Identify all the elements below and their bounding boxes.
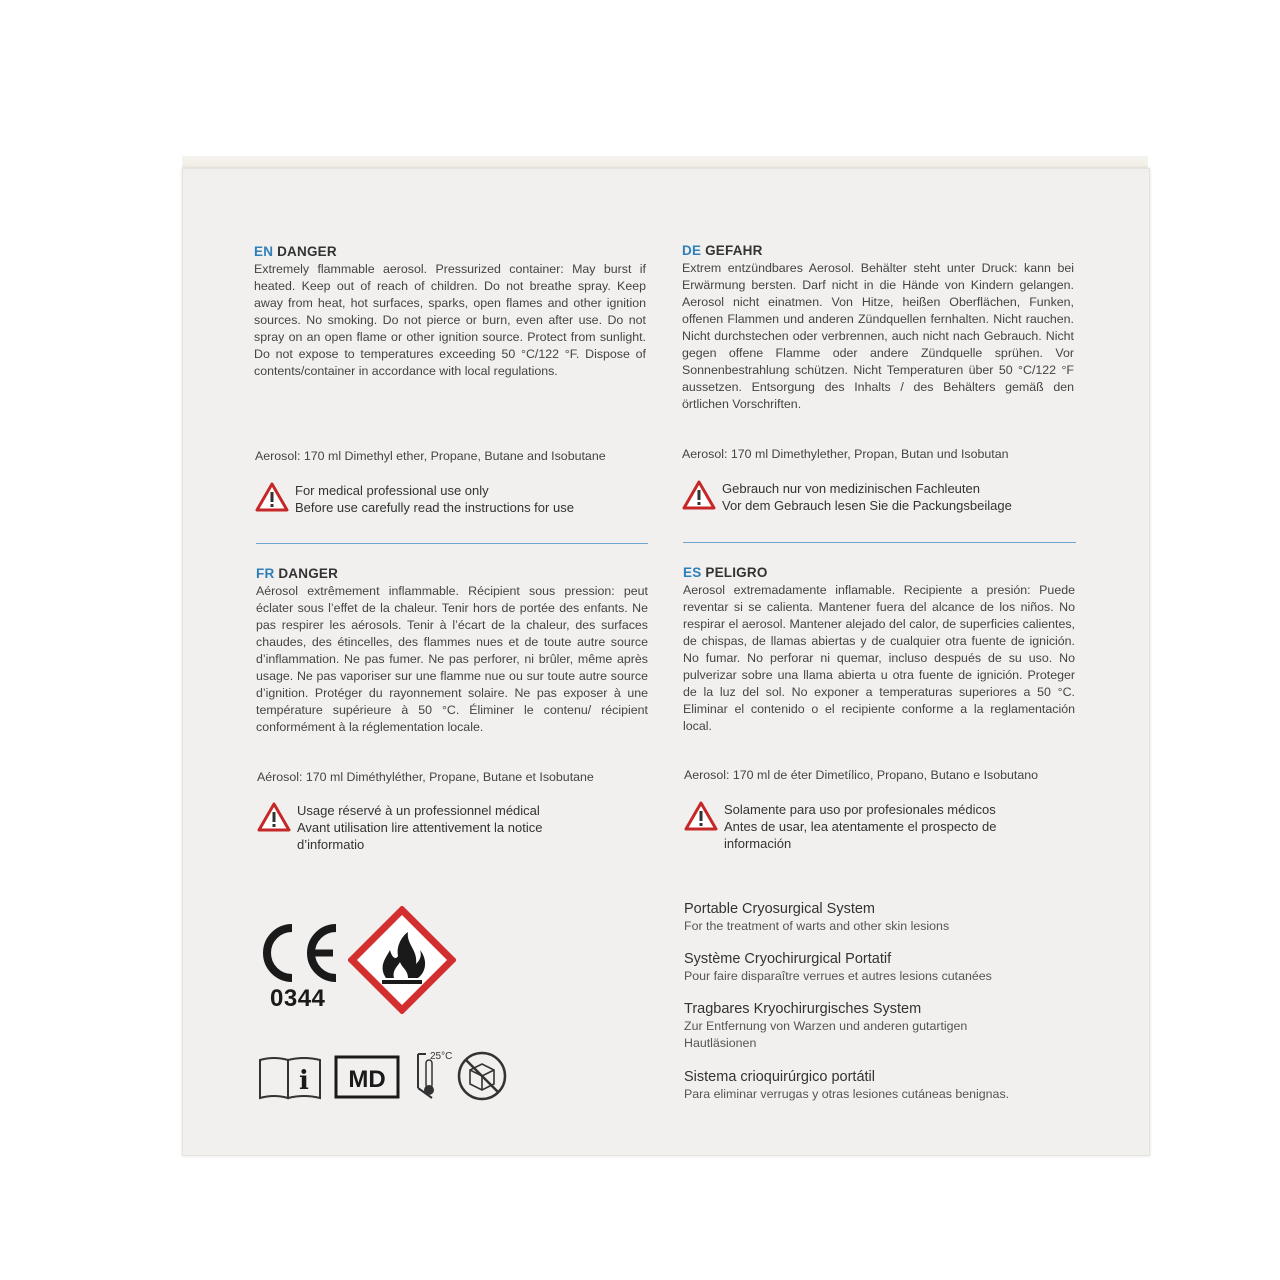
warning-line: d’informatio <box>297 837 365 852</box>
warning-line: Antes de usar, lea atentamente el prospecto de <box>724 819 997 834</box>
product-subtitle: Zur Entfernung von Warzen und anderen gutartigen <box>684 1019 968 1033</box>
section-en <box>254 244 646 380</box>
product-title: Système Cryochirurgical Portatif <box>684 951 892 967</box>
ce-mark-icon <box>256 922 342 984</box>
lang-code: ES <box>683 565 702 580</box>
warning-triangle-icon <box>684 801 718 831</box>
heading-text: DANGER <box>277 244 337 259</box>
warning-triangle-icon <box>682 480 716 510</box>
product-title: Tragbares Kryochirurgisches System <box>684 1001 922 1017</box>
notified-body-number: 0344 <box>270 985 326 1012</box>
warning-triangle-icon <box>255 482 289 512</box>
warning-line: Avant utilisation lire attentivement la notice <box>297 820 543 835</box>
warning-en <box>255 482 574 516</box>
lang-code: EN <box>254 244 274 259</box>
heading-text: GEFAHR <box>705 243 763 258</box>
warning-line: For medical professional use only <box>295 483 489 498</box>
section-en-body: Extremely flammable aerosol. Pressurized container: May burst if heated. Keep out of reach of children. Do not breathe spray. Keep away from heat, hot surfaces, sparks, open flames and other ignition sources. No smoking. Do not pierce or burn, even after use. Do not spray on an open flame or other ignition source. Protect from sunlight. Do not expose to temperatures exceeding 50 °C/122 °F. Dispose of contents/container in accordance with local regulations. <box>254 262 646 378</box>
section-de-body: Extrem entzündbares Aerosol. Behälter steht unter Druck: kann bei Erwärmung bersten. Darf nicht in die Hände von Kindern gelangen. Aerosol nicht einatmen. Von Hitze, heißen Oberflächen, Funken, offenen Flammen und anderen Zündquellen fernhalten. Nicht rauchen. Nicht durchstechen oder verbrennen, auch nicht nach Gebrauch. Nicht gegen offene Flamme oder andere Zündquelle sprühen. Vor Sonnenbestrahlung schützen. Nicht Temperaturen über 50 °C/122 °F aussetzen. Entsorgung des Inhalts / des Behälters gemäß den örtlichen Vorschriften. <box>682 261 1074 411</box>
warning-triangle-icon <box>257 802 291 832</box>
warning-line: Vor dem Gebrauch lesen Sie die Packungsbeilage <box>722 498 1012 513</box>
section-fr-heading <box>256 566 648 581</box>
product-es <box>684 1068 1124 1103</box>
info-label: i <box>299 1066 309 1096</box>
warning-de <box>682 480 1012 514</box>
flammable-ghs-icon <box>348 906 456 1014</box>
product-de <box>684 1000 1124 1052</box>
warning-line: Gebrauch nur von medizinischen Fachleuten <box>722 481 980 496</box>
temperature-limit-icon <box>410 1048 454 1102</box>
temp-limit-label: 25°C <box>430 1051 453 1062</box>
section-es-body: Aerosol extremadamente inflamable. Recipiente a presión: Puede reventar si se calienta. Mantener fuera del alcance de los niños. No respirar el aerosol. Mantener alejado del calor, de superficies calientes, de chispas, de llamas abiertas y de cualquier otra fuente de ignición. No fumar. No perforar ni quemar, incluso después de su uso. No pulverizar sobre una llama abierta u otra fuente de ignición. Proteger de la luz del sol. No exponer a temperaturas superiores a 50 °C. Eliminar el contenido o el recipiente conforme a la reglamentación local. <box>683 583 1075 733</box>
warning-es <box>684 801 996 852</box>
heading-text: DANGER <box>278 566 339 581</box>
section-es-heading <box>683 565 1075 580</box>
section-fr-body: Aérosol extrêmement inflammable. Récipient sous pression: peut éclater sous l’effet de la chaleur. Tenir hors de portée des enfants. Ne pas respirer les aérosols. Tenir à l’écart de la chaleur, des surfaces chaudes, des étincelles, des flammes nues et de toute autre source d’inflammation. Ne pas fumer. Ne pas perforer, ni brûler, même après usage. Ne pas vaporiser sur une flamme nue ou sur toute autre source d’ignition. Protéger du rayonnement solaire. Ne pas exposer à une température supérieure à 50 °C. Éliminer le contenu/ récipient conformément à la réglementation locale. <box>256 584 648 734</box>
product-title: Portable Cryosurgical System <box>684 901 875 917</box>
section-de <box>682 243 1074 413</box>
section-de-heading <box>682 243 1074 258</box>
aerosol-en: Aerosol: 170 ml Dimethyl ether, Propane, Butane and Isobutane <box>255 449 606 463</box>
do-not-use-damaged-icon <box>456 1050 508 1102</box>
warning-line: Before use carefully read the instructions for use <box>295 500 574 515</box>
section-es <box>683 565 1075 735</box>
product-en <box>684 900 1124 935</box>
section-en-heading <box>254 244 646 259</box>
warning-fr <box>257 802 542 853</box>
section-fr <box>256 566 648 736</box>
medical-device-icon <box>334 1055 400 1099</box>
aerosol-es: Aerosol: 170 ml de éter Dimetílico, Propano, Butano e Isobutano <box>684 768 1039 782</box>
warning-line: información <box>724 836 792 851</box>
warning-line: Solamente para uso por profesionales médicos <box>724 802 996 817</box>
lang-code: FR <box>256 566 275 581</box>
product-subtitle: Pour faire disparaître verrues et autres lesions cutanées <box>684 969 992 983</box>
divider-left <box>256 543 648 544</box>
md-label: MD <box>348 1066 386 1093</box>
product-subtitle: Hautläsionen <box>684 1036 757 1050</box>
divider-right <box>683 542 1076 543</box>
instructions-icon <box>258 1054 322 1100</box>
lang-code: DE <box>682 243 702 258</box>
heading-text: PELIGRO <box>705 565 768 580</box>
product-subtitle: Para eliminar verrugas y otras lesiones cutáneas benignas. <box>684 1087 1010 1101</box>
product-fr <box>684 950 1124 985</box>
aerosol-de: Aerosol: 170 ml Dimethylether, Propan, Butan und Isobutan <box>682 447 1009 461</box>
warning-line: Usage réservé à un professionnel médical <box>297 803 540 818</box>
product-title: Sistema crioquirúrgico portátil <box>684 1069 875 1085</box>
aerosol-fr: Aérosol: 170 ml Diméthyléther, Propane, Butane et Isobutane <box>257 770 594 784</box>
product-subtitle: For the treatment of warts and other skin lesions <box>684 919 950 933</box>
